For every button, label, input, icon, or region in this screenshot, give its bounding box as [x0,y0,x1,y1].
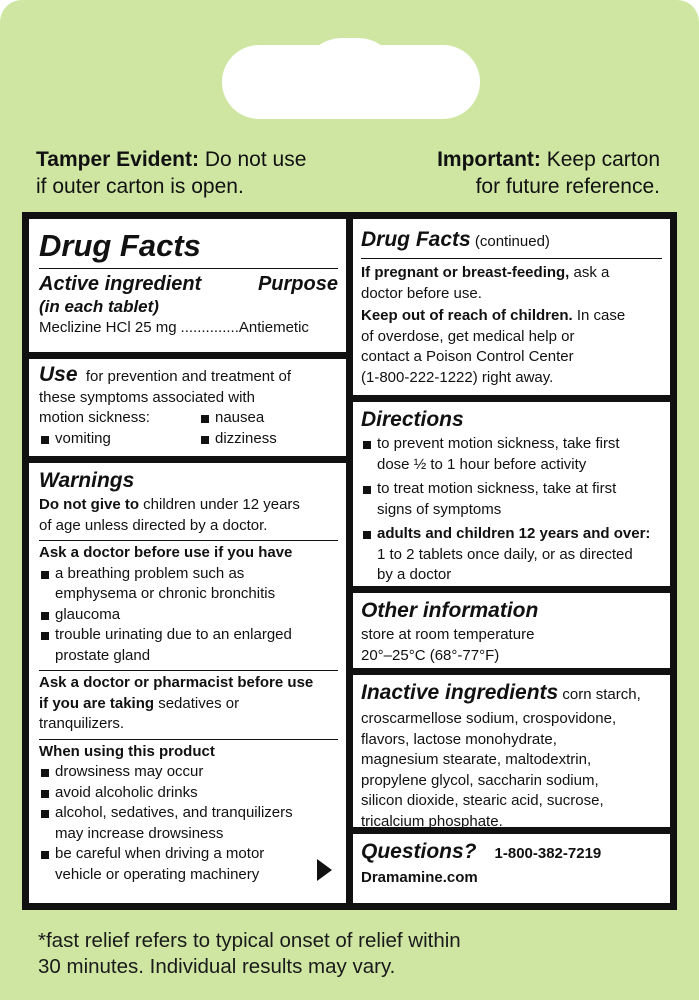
hang-tab-slot [222,45,480,119]
questions-heading: Questions? [361,840,477,863]
active-ingredient-box [29,219,346,352]
directions-heading: Directions [361,408,464,431]
active-ingredient-heading: Active ingredient [39,273,202,295]
phone-number[interactable]: 1-800-382-7219 [494,845,602,862]
when-using-heading: When using this product [39,742,215,760]
website-link[interactable]: Dramamine.com [361,869,478,886]
continued-box: Drug Facts (continued) If pregnant or breast-feeding, ask a doctor before use. Keep out of reach of children. In case of overdose, get medical help or contact a Poison Control Center (1-800-222-1222) right away. [353,219,670,395]
other-information-box: Other information store at room temperature 20°–25°C (68°-77°F) [353,593,670,668]
tamper-evident-note: Tamper Evident: Do not use if outer carton is open. [36,148,307,198]
ingredient-row: Meclizine HCl 25 mg .............. Antiemetic [39,319,309,336]
purpose-heading: Purpose [257,273,338,295]
symptom-nausea: nausea [199,408,264,429]
drug-facts-title: Drug Facts [39,228,201,263]
continue-arrow-icon [317,859,332,881]
questions-box [353,834,670,903]
symptom-dizziness: dizziness [199,429,277,450]
per-tablet-label: (in each tablet) [39,297,159,316]
use-box: Use for prevention and treatment of these symptoms associated with motion sickness: nausea vomiting dizziness [29,359,346,456]
inactive-ingredients-box: Inactive ingredients corn starch, croscarmellose sodium, crospovidone, flavors, lactose monohydrate, magnesium stearate, maltodextrin, propylene glycol, saccharin sodium, silicon dioxide, stearic acid, sucrose, tricalcium phosphate. [353,675,670,827]
warnings-heading: Warnings [39,469,135,492]
other-information-heading: Other information [361,599,539,622]
ask-doctor-heading: Ask a doctor before use if you have [39,544,293,561]
directions-box: Directions to prevent motion sickness, take first dose ½ to 1 hour before activity to treat motion sickness, take at first signs of symptoms adults and children 12 years and over: 1 to 2 tablets once daily, or as directed by a doctor [353,402,670,586]
inactive-ingredients-heading: Inactive ingredients [361,681,559,704]
symptom-vomiting: vomiting [39,429,199,450]
use-heading: Use [39,363,78,386]
footnote: *fast relief refers to typical onset of relief within 30 minutes. Individual results may vary. [38,929,461,978]
important-note: Important: Keep carton for future reference. [437,148,660,198]
warnings-box: Warnings Do not give to children under 12 years of age unless directed by a doctor. Ask a doctor before use if you have a breathing problem such as emphysema or chronic bronchitis glaucoma trouble urinating due to an enlarged prostate gland Ask a doctor or pharmacist before use if you are taking sedatives or tranquilizers. When using this product drowsiness may occur avoid alcoholic drinks alcohol, sedatives, and tranquilizers may increase drowsiness be careful when driving a motor vehicle or operating machinery [29,463,346,903]
